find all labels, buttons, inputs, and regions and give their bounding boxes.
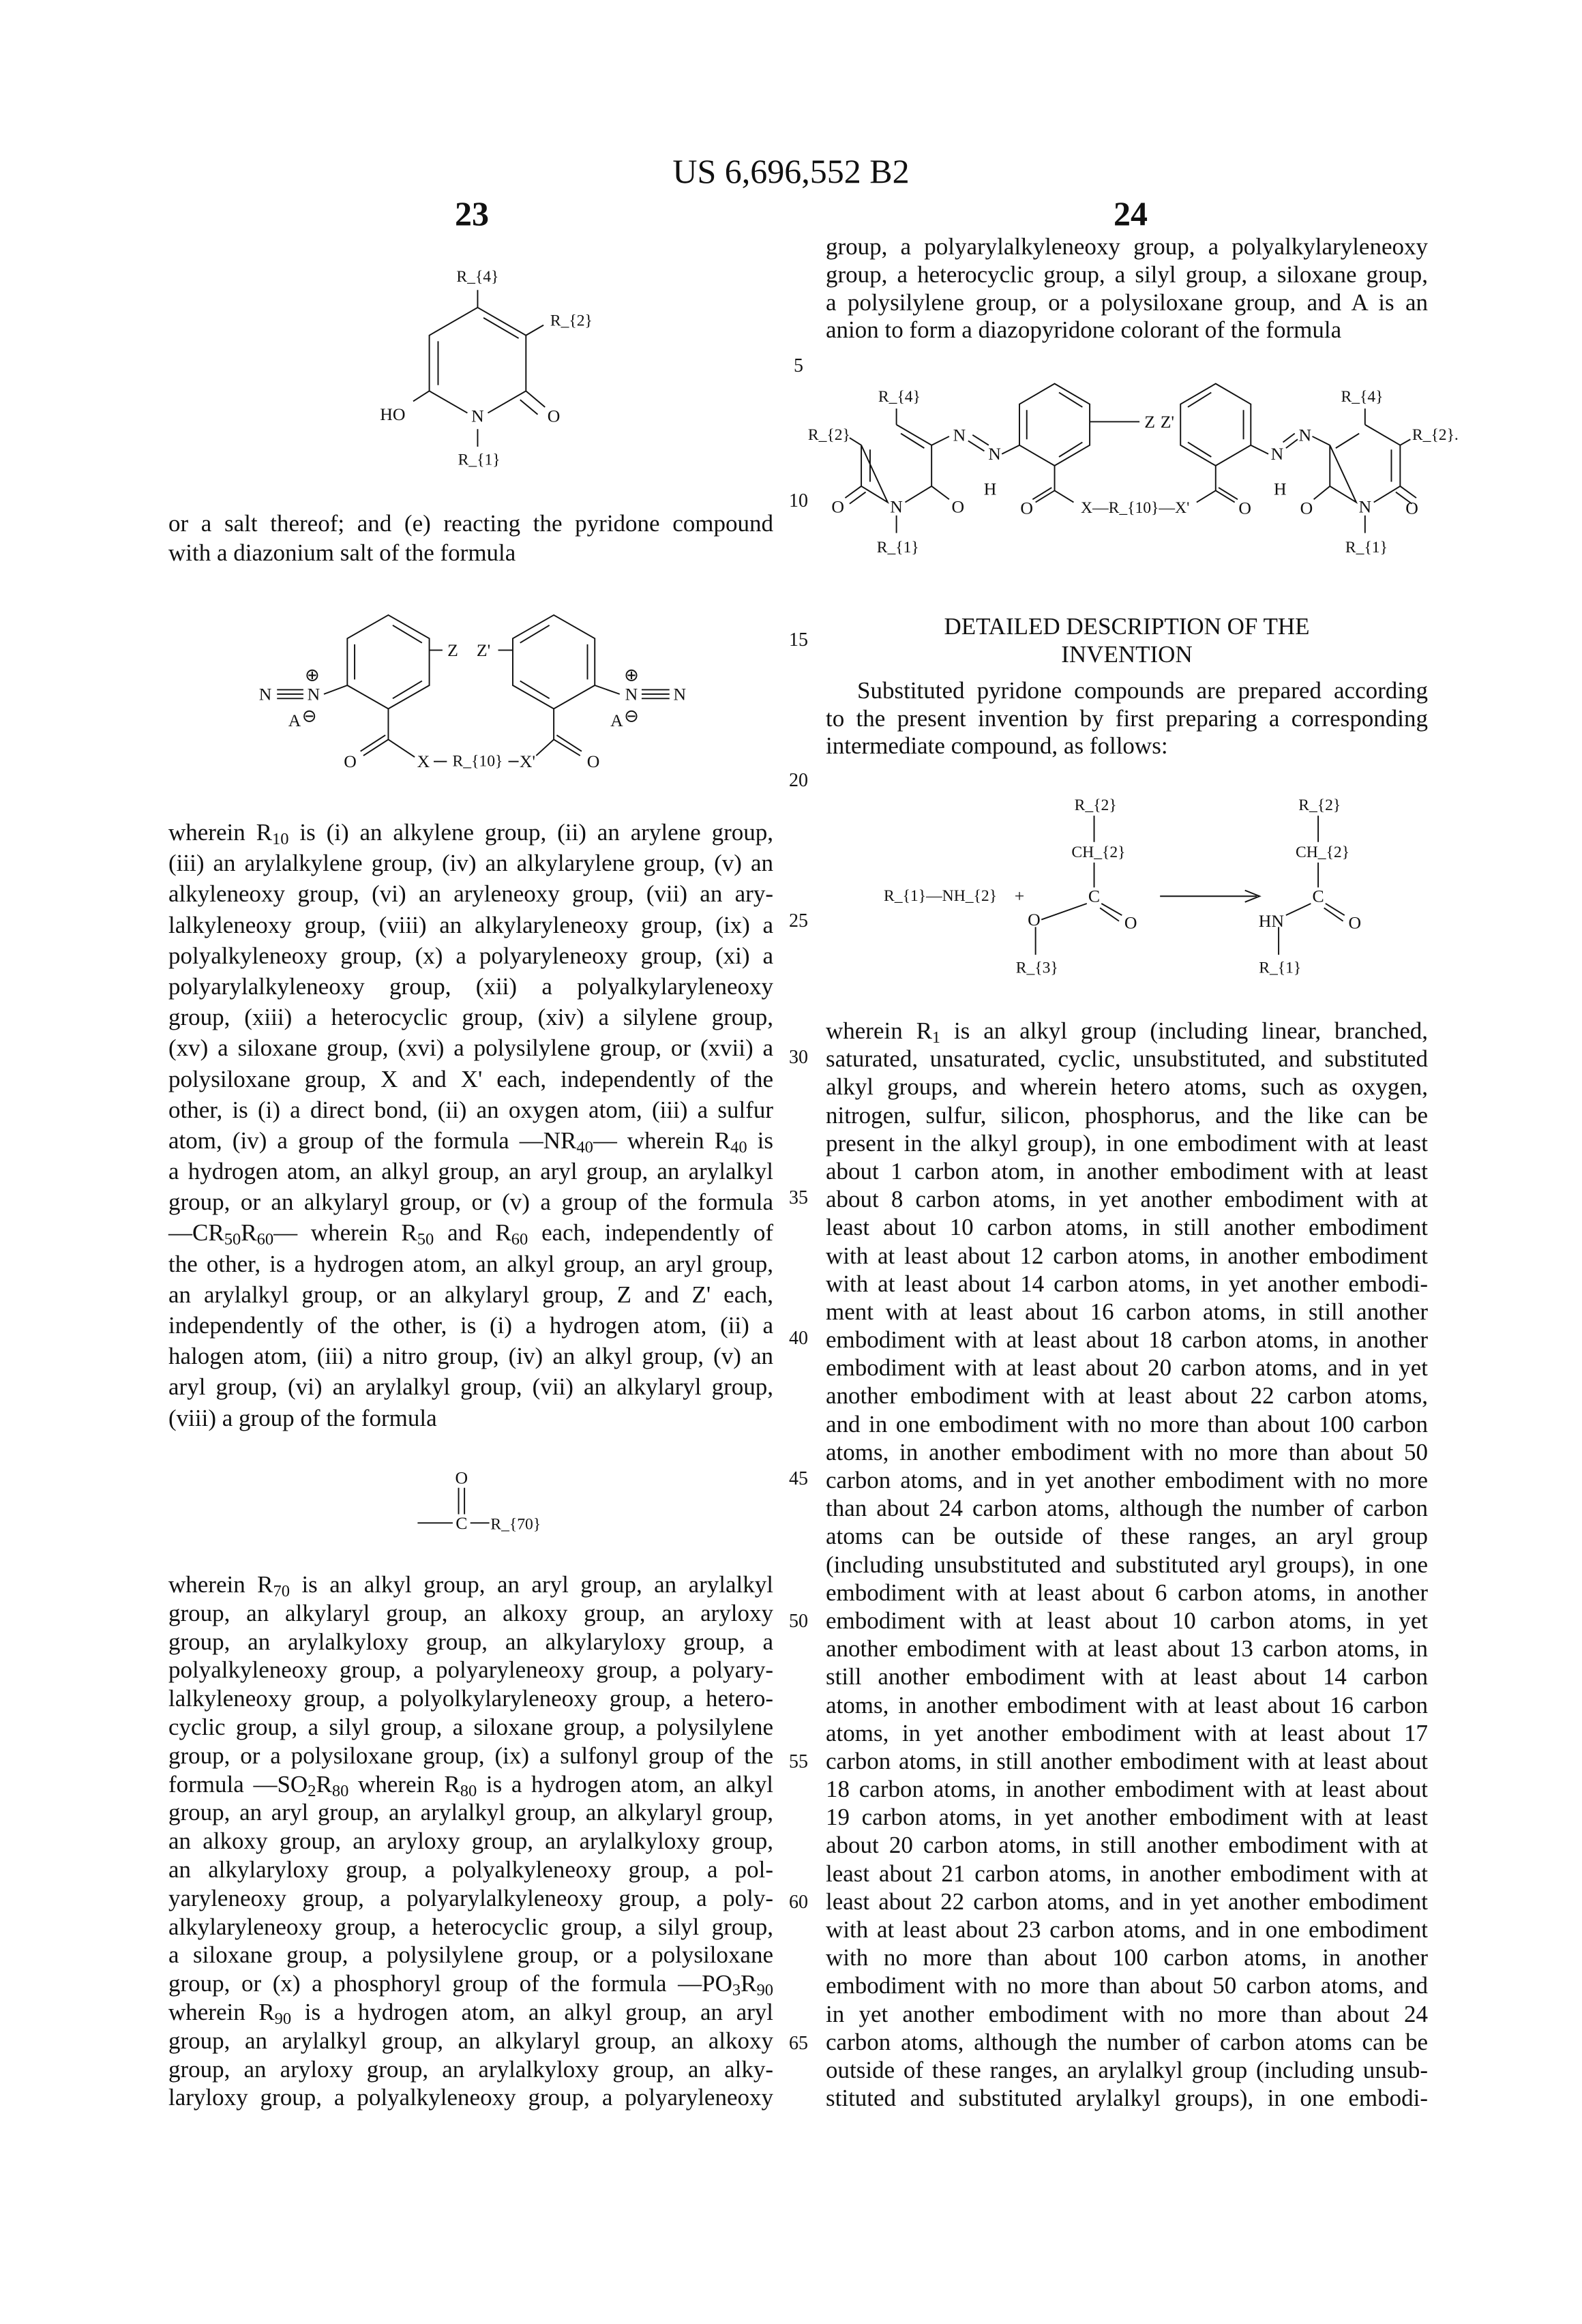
- label-z: Z: [1144, 412, 1155, 432]
- label-oxygen: O: [1348, 912, 1361, 932]
- label-nitrogen: N: [673, 684, 686, 704]
- text-line: polyalkyleneoxy group, a polyaryleneoxy group, a polyary-: [168, 1656, 773, 1684]
- heading-line: INVENTION: [826, 640, 1428, 668]
- text-line: atoms, in yet another embodiment with at least about 17: [826, 1719, 1428, 1747]
- label-z: Z: [447, 640, 458, 660]
- line-number: 30: [781, 1048, 816, 1067]
- line-number: 60: [781, 1893, 816, 1912]
- pyridone-structure: [380, 268, 593, 468]
- paragraph-r10-definition: [168, 817, 773, 1433]
- text-line: lalkyleneoxy group, (viii) an alkylaryleneoxy group, (ix) a: [168, 910, 773, 940]
- label-oxygen: O: [548, 406, 561, 426]
- text-line: wherein R1 is an alkyl group (including linear, branched,: [826, 1017, 1428, 1045]
- negative-charge-icon: ⊖: [624, 706, 639, 726]
- text-line: polysiloxane group, X and X' each, independently of the: [168, 1064, 773, 1094]
- line-number: 55: [781, 1753, 816, 1772]
- text-line: atom, (iv) a group of the formula —NR40— wherein R40 is: [168, 1125, 773, 1156]
- line-number: 40: [781, 1329, 816, 1348]
- text-line: embodiment with at least about 6 carbon atoms, in another: [826, 1579, 1428, 1607]
- label-nitrogen: N: [308, 684, 320, 704]
- text-line: Substituted pyridone compounds are prepared according: [826, 677, 1428, 705]
- text-line: polyalkyleneoxy group, (x) a polyaryleneoxy group, (xi) a: [168, 940, 773, 971]
- paragraph-salt: [168, 509, 773, 567]
- label-r3: R_{3}: [1016, 959, 1058, 977]
- label-oxygen: O: [1300, 498, 1313, 518]
- page-number-left: 23: [438, 194, 506, 233]
- text-line: carbon atoms, although the number of carbon atoms can be: [826, 2028, 1428, 2056]
- text-line: (including unsubstituted and substituted aryl groups), in one: [826, 1551, 1428, 1579]
- text-line: intermediate compound, as follows:: [826, 732, 1428, 760]
- text-line: stituted and substituted arylalkyl groups), in one embodi-: [826, 2084, 1428, 2112]
- label-nitrogen: N: [471, 406, 484, 426]
- label-r4: R_{4}: [456, 268, 498, 286]
- text-line: with at least about 12 carbon atoms, in another embodiment: [826, 1242, 1428, 1270]
- text-line: present in the alkyl group), in one embodiment with at least: [826, 1129, 1428, 1157]
- label-x: X: [417, 751, 430, 771]
- paragraph-r1-definition: [826, 1017, 1428, 2112]
- text-line: with at least about 14 carbon atoms, in yet another embodi-: [826, 1270, 1428, 1298]
- label-oxygen: O: [1238, 498, 1251, 518]
- label-x-r10-x-chain: X—R_{10}—X': [1081, 499, 1189, 517]
- text-line: cyclic group, a silyl group, a siloxane group, a polysilylene: [168, 1713, 773, 1742]
- label-hydrogen: H: [984, 479, 997, 499]
- label-nitrogen: N: [953, 425, 966, 445]
- text-line: the other, is a hydrogen atom, an alkyl group, an aryl group,: [168, 1249, 773, 1279]
- text-line: nitrogen, sulfur, silicon, phosphorus, and the like can be: [826, 1101, 1428, 1129]
- line-number: 15: [781, 631, 816, 650]
- text-line: another embodiment with at least about 22 carbon atoms,: [826, 1382, 1428, 1410]
- label-r4: R_{4}: [878, 388, 921, 406]
- text-line: atoms can be outside of these ranges, an aryl group: [826, 1522, 1428, 1550]
- text-line: saturated, unsaturated, cyclic, unsubstituted, and substituted: [826, 1045, 1428, 1073]
- diazonium-salt-structure: [259, 615, 686, 771]
- text-line: atoms, in another embodiment with no more than about 50: [826, 1438, 1428, 1466]
- text-line: embodiment with at least about 10 carbon atoms, in yet: [826, 1607, 1428, 1635]
- label-carbon: C: [1088, 887, 1100, 906]
- label-carbon: C: [1312, 887, 1324, 906]
- text-line: an alkylaryloxy group, a polyalkyleneoxy group, a pol-: [168, 1856, 773, 1884]
- text-line: (iii) an arylalkylene group, (iv) an alkylarylene group, (v) an: [168, 848, 773, 878]
- label-oxygen: O: [1124, 912, 1137, 932]
- text-line: yaryleneoxy group, a polyarylalkyleneoxy group, a poly-: [168, 1884, 773, 1913]
- label-oxygen: O: [587, 751, 600, 771]
- text-line: still another embodiment with at least about 14 carbon: [826, 1663, 1428, 1690]
- text-line: wherein R90 is a hydrogen atom, an alkyl group, an aryl: [168, 1998, 773, 2027]
- text-line: ment with at least about 16 carbon atoms, in still another: [826, 1298, 1428, 1326]
- text-line: wherein R10 is (i) an alkylene group, (ii) an arylene group,: [168, 817, 773, 848]
- line-number: 10: [781, 492, 816, 511]
- label-oxygen: O: [1020, 498, 1033, 518]
- label-oxygen: O: [1405, 498, 1418, 518]
- label-z-prime: Z': [1161, 412, 1174, 432]
- text-line: a siloxane group, a polysilylene group, or a polysiloxane: [168, 1941, 773, 1969]
- text-line: an arylalkyl group, or an alkylaryl group, Z and Z' each,: [168, 1279, 773, 1310]
- label-r70: R_{70}: [490, 1515, 541, 1533]
- section-heading: [826, 612, 1428, 668]
- text-line: about 20 carbon atoms, in still another embodiment with at: [826, 1831, 1428, 1859]
- text-line: group, an alkylaryl group, an alkoxy group, an aryloxy: [168, 1599, 773, 1628]
- label-r1: R_{1}: [1345, 539, 1388, 556]
- text-line: group, an arylalkyl group, an alkylaryl group, an alkoxy: [168, 2027, 773, 2055]
- text-line: alkyl groups, and wherein hetero atoms, such as oxygen,: [826, 1073, 1428, 1101]
- text-line: with a diazonium salt of the formula: [168, 538, 773, 567]
- text-line: group, a polyarylalkyleneoxy group, a polyalkylaryleneoxy: [826, 233, 1428, 261]
- text-line: 19 carbon atoms, in yet another embodiment with at least: [826, 1803, 1428, 1831]
- text-line: group, (xiii) a heterocyclic group, (xiv) a silylene group,: [168, 1002, 773, 1032]
- text-line: group, an aryl group, an arylalkyl group, an alkylaryl group,: [168, 1798, 773, 1827]
- text-line: carbon atoms, and in yet another embodiment with no more: [826, 1466, 1428, 1494]
- text-line: laryloxy group, a polyalkyleneoxy group, a polyaryleneoxy: [168, 2083, 773, 2112]
- label-r2: R_{2}: [550, 312, 593, 329]
- line-number: 50: [781, 1612, 816, 1631]
- text-line: with no more than about 100 carbon atoms, in another: [826, 1943, 1428, 1971]
- label-anion: A: [288, 711, 301, 730]
- text-line: about 8 carbon atoms, in yet another embodiment with at: [826, 1185, 1428, 1213]
- label-amide-nh: HN: [1259, 911, 1284, 931]
- line-number: 25: [781, 912, 816, 931]
- label-nitrogen: N: [988, 444, 1001, 464]
- line-number: 20: [781, 771, 816, 790]
- patent-number: US 6,696,552 B2: [0, 151, 1582, 191]
- text-line: halogen atom, (iii) a nitro group, (iv) an alkyl group, (v) an: [168, 1341, 773, 1371]
- paragraph-anion: [826, 233, 1428, 344]
- text-line: wherein R70 is an alkyl group, an aryl group, an arylalkyl: [168, 1570, 773, 1599]
- text-line: (viii) a group of the formula: [168, 1403, 773, 1433]
- label-nitrogen: N: [625, 684, 638, 704]
- carbonyl-r70-structure: [417, 1468, 541, 1533]
- text-line: to the present invention by first preparing a corresponding: [826, 705, 1428, 733]
- label-ch2: CH_{2}: [1071, 844, 1125, 861]
- text-line: lalkyleneoxy group, a polyolkylaryleneoxy group, a hetero-: [168, 1684, 773, 1713]
- text-line: embodiment with no more than about 50 carbon atoms, and: [826, 1971, 1428, 1999]
- label-oxygen: O: [344, 751, 357, 771]
- text-line: group, or an alkylaryl group, or (v) a group of the formula: [168, 1187, 773, 1217]
- label-r1-nh2: R_{1}—NH_{2}: [884, 887, 997, 905]
- heading-line: DETAILED DESCRIPTION OF THE: [826, 612, 1428, 640]
- text-line: group, an arylalkyloxy group, an alkylaryloxy group, a: [168, 1628, 773, 1656]
- line-number: 35: [781, 1189, 816, 1208]
- text-line: outside of these ranges, an arylalkyl group (including unsub-: [826, 2056, 1428, 2084]
- reaction-scheme: [884, 796, 1361, 977]
- text-line: 18 carbon atoms, in another embodiment with at least about: [826, 1775, 1428, 1803]
- label-oxygen: O: [1028, 910, 1041, 929]
- label-r1: R_{1}: [458, 451, 501, 468]
- reaction-arrow-icon: [1160, 891, 1259, 902]
- text-line: least about 22 carbon atoms, and in yet another embodiment: [826, 1888, 1428, 1916]
- text-line: and in one embodiment with no more than about 100 carbon: [826, 1410, 1428, 1438]
- text-line: formula —SO2R80 wherein R80 is a hydrogen atom, an alkyl: [168, 1770, 773, 1799]
- line-number: 5: [781, 357, 816, 376]
- text-line: in yet another embodiment with no more than about 24: [826, 2000, 1428, 2028]
- label-nitrogen: N: [890, 497, 903, 517]
- text-line: aryl group, (vi) an arylalkyl group, (vii) an alkylaryl group,: [168, 1371, 773, 1402]
- text-line: embodiment with at least about 18 carbon atoms, in another: [826, 1326, 1428, 1354]
- text-line: —CR50R60— wherein R50 and R60 each, independently of: [168, 1217, 773, 1248]
- label-r2: R_{2}: [808, 426, 850, 444]
- text-line: a hydrogen atom, an alkyl group, an aryl group, an arylalkyl: [168, 1156, 773, 1187]
- text-line: least about 10 carbon atoms, in still another embodiment: [826, 1213, 1428, 1241]
- label-nitrogen: N: [1358, 497, 1371, 517]
- text-line: alkyleneoxy group, (vi) an aryleneoxy group, (vii) an ary-: [168, 878, 773, 909]
- text-line: least about 21 carbon atoms, in another embodiment with at: [826, 1860, 1428, 1888]
- text-line: atoms, in another embodiment with at least about 16 carbon: [826, 1691, 1428, 1719]
- label-r2: R_{2}: [1075, 796, 1117, 814]
- label-r1: R_{1}: [1259, 959, 1301, 977]
- label-r1: R_{1}: [877, 539, 919, 556]
- label-hydrogen: H: [1274, 479, 1287, 499]
- label-z-prime: Z': [477, 640, 490, 660]
- text-line: group, an aryloxy group, an arylalkyloxy group, an alky-: [168, 2055, 773, 2084]
- label-nitrogen: N: [1298, 425, 1311, 445]
- positive-charge-icon: ⊕: [624, 665, 639, 685]
- text-line: other, is (i) a direct bond, (ii) an oxygen atom, (iii) a sulfur: [168, 1094, 773, 1125]
- text-line: carbon atoms, in still another embodiment with at least about: [826, 1747, 1428, 1775]
- label-nitrogen: N: [259, 684, 272, 704]
- label-carbon: C: [456, 1513, 467, 1533]
- text-line: embodiment with at least about 20 carbon atoms, and in yet: [826, 1354, 1428, 1382]
- negative-charge-icon: ⊖: [302, 706, 317, 726]
- text-line: anion to form a diazopyridone colorant of the formula: [826, 316, 1428, 344]
- label-anion: A: [610, 711, 623, 730]
- text-line: alkylaryleneoxy group, a heterocyclic group, a silyl group,: [168, 1913, 773, 1941]
- text-line: group, or (x) a phosphoryl group of the formula —PO3R90: [168, 1969, 773, 1998]
- label-r10: R_{10}: [453, 753, 503, 771]
- paragraph-intro: [826, 677, 1428, 760]
- label-r2: R_{2}.: [1412, 426, 1459, 444]
- text-line: another embodiment with at least about 13 carbon atoms, in: [826, 1635, 1428, 1663]
- label-r4: R_{4}: [1341, 388, 1383, 406]
- text-line: an alkoxy group, an aryloxy group, an arylalkyloxy group,: [168, 1827, 773, 1856]
- text-line: with at least about 23 carbon atoms, and in one embodiment: [826, 1916, 1428, 1943]
- text-line: about 1 carbon atom, in another embodiment with at least: [826, 1157, 1428, 1185]
- positive-charge-icon: ⊕: [305, 665, 320, 685]
- label-hydroxyl: HO: [380, 404, 405, 424]
- text-line: independently of the other, is (i) a hydrogen atom, (ii) a: [168, 1310, 773, 1341]
- line-number: 65: [781, 2034, 816, 2053]
- text-line: or a salt thereof; and (e) reacting the pyridone compound: [168, 509, 773, 538]
- label-x-prime: X': [520, 751, 535, 771]
- label-ch2: CH_{2}: [1296, 844, 1349, 861]
- label-nitrogen: N: [1271, 444, 1284, 464]
- text-line: a polysilylene group, or a polysiloxane group, and A is an: [826, 289, 1428, 317]
- text-line: group, a heterocyclic group, a silyl group, a siloxane group,: [826, 261, 1428, 289]
- text-line: (xv) a siloxane group, (xvi) a polysilylene group, or (xvii) a: [168, 1032, 773, 1063]
- text-line: than about 24 carbon atoms, although the number of carbon: [826, 1494, 1428, 1522]
- label-oxygen: O: [952, 497, 965, 517]
- label-oxygen: O: [831, 497, 844, 517]
- patent-page: [0, 0, 1582, 2324]
- paragraph-r70-definition: [168, 1570, 773, 2112]
- plus-sign: +: [1015, 887, 1025, 906]
- label-oxygen: O: [456, 1468, 468, 1487]
- page-number-right: 24: [1096, 194, 1165, 233]
- diazopyridone-colorant-structure: [808, 384, 1459, 557]
- line-number: 45: [781, 1470, 816, 1489]
- label-r2: R_{2}: [1298, 796, 1341, 814]
- text-line: polyarylalkyleneoxy group, (xii) a polyalkylaryleneoxy: [168, 971, 773, 1002]
- text-line: group, or a polysiloxane group, (ix) a sulfonyl group of the: [168, 1742, 773, 1770]
